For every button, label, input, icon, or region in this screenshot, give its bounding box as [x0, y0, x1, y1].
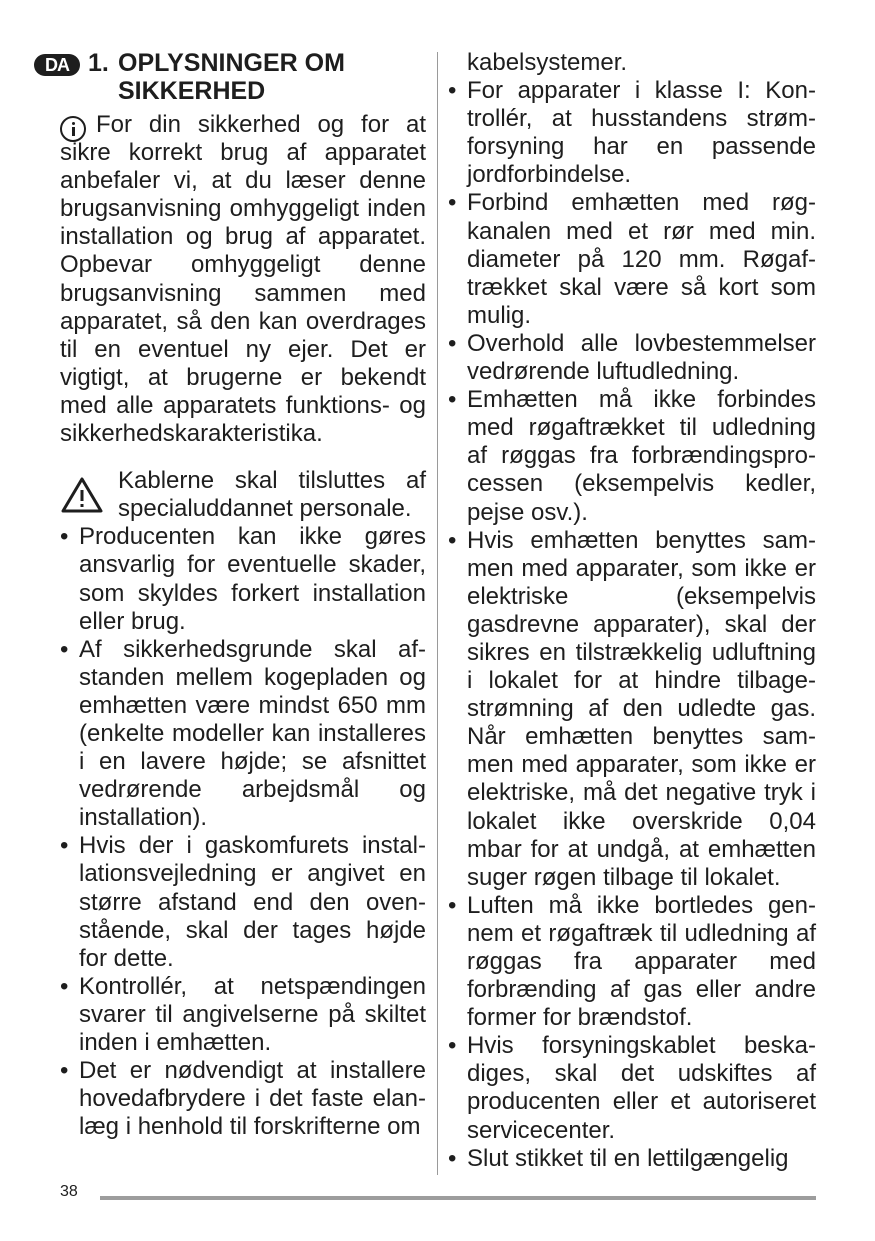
- section-heading: [45, 49, 426, 105]
- warning-block: [60, 467, 426, 523]
- list-item: • Luften må ikke bortledes gennem et røgaftræk til udledning af røggas fra apparater med forbrænding af gas eller andre former for brændstof.: [448, 892, 816, 1032]
- list-item: • Producenten kan ikke gøres ansvarlig for eventuelle skader, som skyldes forkert installation eller brug.: [60, 523, 426, 635]
- left-bullet-list: [60, 523, 426, 1141]
- info-icon: [60, 116, 86, 142]
- list-item: • Hvis emhætten benyttes sammen med apparater, som ikke er elektriske (eksempelvis gasdrevne apparater), skal der sikres en tilstrækkelig udluftning i lokalet for at hindre tilbagestrømning af den udledte gas. Når emhætten benyttes sammen med apparater, som ikke er elektriske, må det negative tryk i lokalet ikke overskride 0,04 mbar for at undgå, at emhætten suger røgen tilbage til lokalet.: [448, 527, 816, 892]
- intro-paragraph: For din sikkerhed og for at sikre korrekt brug af apparatet anbefaler vi, at du læser denne brugsanvisning omhyggeligt inden installation og brug af apparatet. Opbevar omhyggeligt denne brugsanvisning sammen med apparatet, så den kan overdrages til en eventuel ny ejer. Det er vigtigt, at brugerne er bekendt med alle apparatets funktions- og sikkerhedskarakteristika.: [60, 111, 426, 448]
- list-item: • Det er nødvendigt at installere hovedafbrydere i det faste elanlæg i henhold til forskrifterne om: [60, 1057, 426, 1141]
- heading-number: 1.: [88, 49, 109, 77]
- footer-rule: [100, 1196, 816, 1200]
- language-badge: DA: [34, 54, 80, 76]
- list-item: • Forbind emhætten med røgkanalen med et rør med min. diameter på 120 mm. Røgaftrækket skal være så kort som mulig.: [448, 189, 816, 329]
- list-item: • Af sikkerhedsgrunde skal afstanden mellem kogepladen og emhætten være mindst 650 mm (enkelte modeller kan installeres i en lavere højde; se afsnittet vedrørende arbejdsmål og installation).: [60, 636, 426, 833]
- heading-title: OPLYSNINGER OM SIKKERHED: [118, 49, 345, 105]
- list-item: • Slut stikket til en lettilgængelig: [448, 1145, 816, 1173]
- right-column: [448, 49, 816, 1173]
- right-bullet-list: [448, 77, 816, 1173]
- list-item: • Kontrollér, at netspændingen svarer til angivelserne på skiltet inden i emhætten.: [60, 973, 426, 1057]
- list-item: • Hvis der i gaskomfurets installationsvejledning er angivet en større afstand end den ovenstående, skal der tages højde for dette.: [60, 832, 426, 972]
- list-item: • For apparater i klasse I: Kontrollér, at husstandens strømforsyning har en passende jordforbindelse.: [448, 77, 816, 189]
- list-item: • Overhold alle lovbestemmelser vedrørende luftudledning.: [448, 330, 816, 386]
- continued-text: kabelsystemer.: [467, 49, 628, 76]
- page-number: 38: [60, 1183, 78, 1200]
- warning-text: Kablerne skal tilsluttes af specialuddannet personale.: [118, 467, 426, 523]
- left-column: [45, 49, 426, 1141]
- column-divider: [437, 52, 438, 1175]
- warning-triangle-icon: [60, 476, 104, 514]
- intro-block: [60, 111, 426, 448]
- list-item: • Emhætten må ikke forbindes med røgaftrækket til udledning af røggas fra forbrændingsprocessen (eksempelvis kedler, pejse osv.).: [448, 386, 816, 526]
- list-item: • Hvis forsyningskablet beskadiges, skal det udskiftes af producenten eller et autoriseret servicecenter.: [448, 1032, 816, 1144]
